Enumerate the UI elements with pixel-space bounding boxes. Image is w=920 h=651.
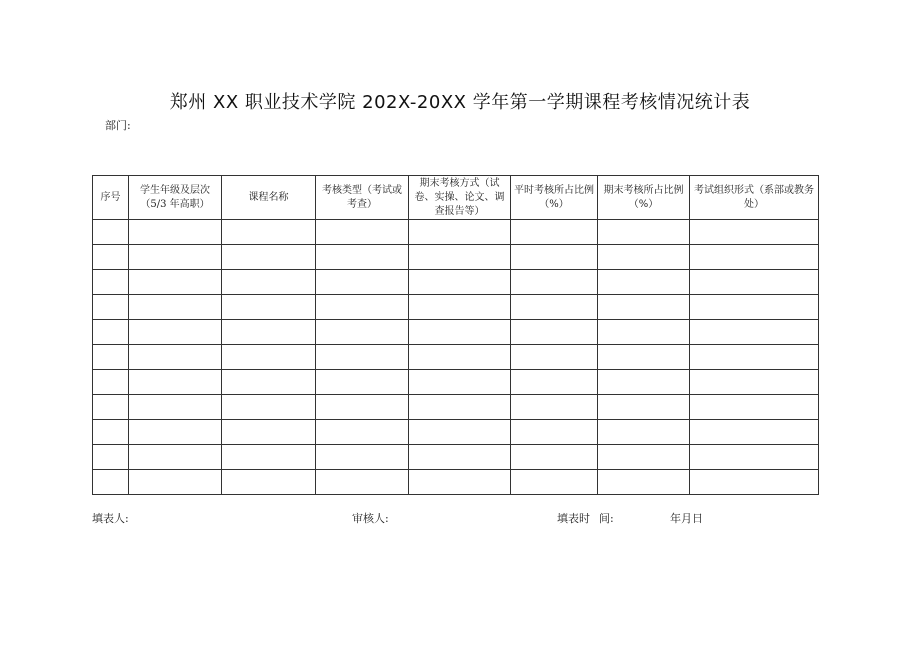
filler-label: 填表人: <box>92 512 129 525</box>
table-cell <box>222 220 316 245</box>
table-cell <box>316 370 409 395</box>
table-cell <box>409 220 511 245</box>
table-cell <box>222 345 316 370</box>
table-row <box>93 320 819 345</box>
column-header: 考试组织形式（系部或教务处） <box>690 176 819 220</box>
table-cell <box>316 345 409 370</box>
table-cell <box>316 445 409 470</box>
page-title: 郑州 XX 职业技术学院 202X-20XX 学年第一学期课程考核情况统计表 <box>169 92 751 113</box>
table-cell <box>598 345 690 370</box>
table-cell <box>93 470 129 495</box>
table-cell <box>598 270 690 295</box>
table-row <box>93 295 819 320</box>
table-cell <box>129 220 222 245</box>
column-header: 考核类型（考试或考查） <box>316 176 409 220</box>
table-cell <box>93 395 129 420</box>
assessment-stats-table <box>92 175 819 495</box>
table-row <box>93 245 819 270</box>
table-cell <box>690 445 819 470</box>
table-cell <box>511 420 598 445</box>
table-cell <box>690 270 819 295</box>
table-cell <box>598 370 690 395</box>
table-cell <box>93 295 129 320</box>
table-cell <box>598 470 690 495</box>
table-row <box>93 395 819 420</box>
table-cell <box>511 270 598 295</box>
table-cell <box>93 320 129 345</box>
table-cell <box>222 245 316 270</box>
table-cell <box>409 245 511 270</box>
table-cell <box>316 270 409 295</box>
table-cell <box>409 345 511 370</box>
table-cell <box>690 295 819 320</box>
table-row <box>93 445 819 470</box>
table-cell <box>409 320 511 345</box>
table-cell <box>316 395 409 420</box>
table-cell <box>129 345 222 370</box>
table-cell <box>316 220 409 245</box>
table-cell <box>129 470 222 495</box>
table-cell <box>316 470 409 495</box>
column-header: 期末考核所占比例（%） <box>598 176 690 220</box>
fill-time-label: 填表时 <box>557 512 590 525</box>
table-body <box>93 220 819 495</box>
table-cell <box>598 320 690 345</box>
table-cell <box>511 345 598 370</box>
table-cell <box>222 470 316 495</box>
column-header: 序号 <box>93 176 129 220</box>
table-cell <box>690 220 819 245</box>
table-header <box>93 176 819 220</box>
table-cell <box>690 370 819 395</box>
table-cell <box>129 445 222 470</box>
table-cell <box>511 370 598 395</box>
table-cell <box>409 295 511 320</box>
table-cell <box>511 445 598 470</box>
table-cell <box>409 470 511 495</box>
table-cell <box>316 320 409 345</box>
table-cell <box>511 245 598 270</box>
table-cell <box>222 445 316 470</box>
table-cell <box>511 320 598 345</box>
table-cell <box>316 420 409 445</box>
table-row <box>93 345 819 370</box>
department-label: 部门: <box>105 119 131 132</box>
table-cell <box>598 295 690 320</box>
table-cell <box>598 395 690 420</box>
reviewer-label: 审核人: <box>352 512 389 525</box>
table-cell <box>222 270 316 295</box>
table-row <box>93 370 819 395</box>
table-row <box>93 270 819 295</box>
column-header: 课程名称 <box>222 176 316 220</box>
table-row <box>93 420 819 445</box>
table-cell <box>93 370 129 395</box>
table-cell <box>129 370 222 395</box>
table-cell <box>222 320 316 345</box>
fill-time-label-continued: 间: <box>599 512 614 525</box>
table-cell <box>409 270 511 295</box>
table-cell <box>511 395 598 420</box>
table-cell <box>690 345 819 370</box>
table-cell <box>93 445 129 470</box>
column-header: 平时考核所占比例（%） <box>511 176 598 220</box>
column-header: 期末考核方式（试卷、实操、论文、调查报告等） <box>409 176 511 220</box>
table-cell <box>316 295 409 320</box>
table-cell <box>129 420 222 445</box>
table-cell <box>93 345 129 370</box>
table-cell <box>409 395 511 420</box>
date-label: 年月日 <box>670 512 703 525</box>
column-header: 学生年级及层次（5/3 年高职） <box>129 176 222 220</box>
table-row <box>93 470 819 495</box>
table-cell <box>690 395 819 420</box>
table-cell <box>409 445 511 470</box>
table-cell <box>690 470 819 495</box>
table-cell <box>690 420 819 445</box>
table-cell <box>511 295 598 320</box>
table-row <box>93 220 819 245</box>
table-cell <box>511 470 598 495</box>
table-cell <box>129 320 222 345</box>
table-header-row <box>93 176 819 220</box>
table-cell <box>690 320 819 345</box>
table-cell <box>93 270 129 295</box>
table-cell <box>93 220 129 245</box>
table-cell <box>129 395 222 420</box>
table-cell <box>93 420 129 445</box>
table-cell <box>409 420 511 445</box>
table-cell <box>409 370 511 395</box>
table-cell <box>222 370 316 395</box>
table-cell <box>129 270 222 295</box>
table-cell <box>598 245 690 270</box>
table-cell <box>222 420 316 445</box>
table-cell <box>316 245 409 270</box>
table-cell <box>598 220 690 245</box>
table-cell <box>222 295 316 320</box>
table-cell <box>598 445 690 470</box>
table-cell <box>129 295 222 320</box>
table-cell <box>690 245 819 270</box>
table-cell <box>93 245 129 270</box>
table-cell <box>129 245 222 270</box>
table-cell <box>222 395 316 420</box>
table-cell <box>511 220 598 245</box>
table-cell <box>598 420 690 445</box>
